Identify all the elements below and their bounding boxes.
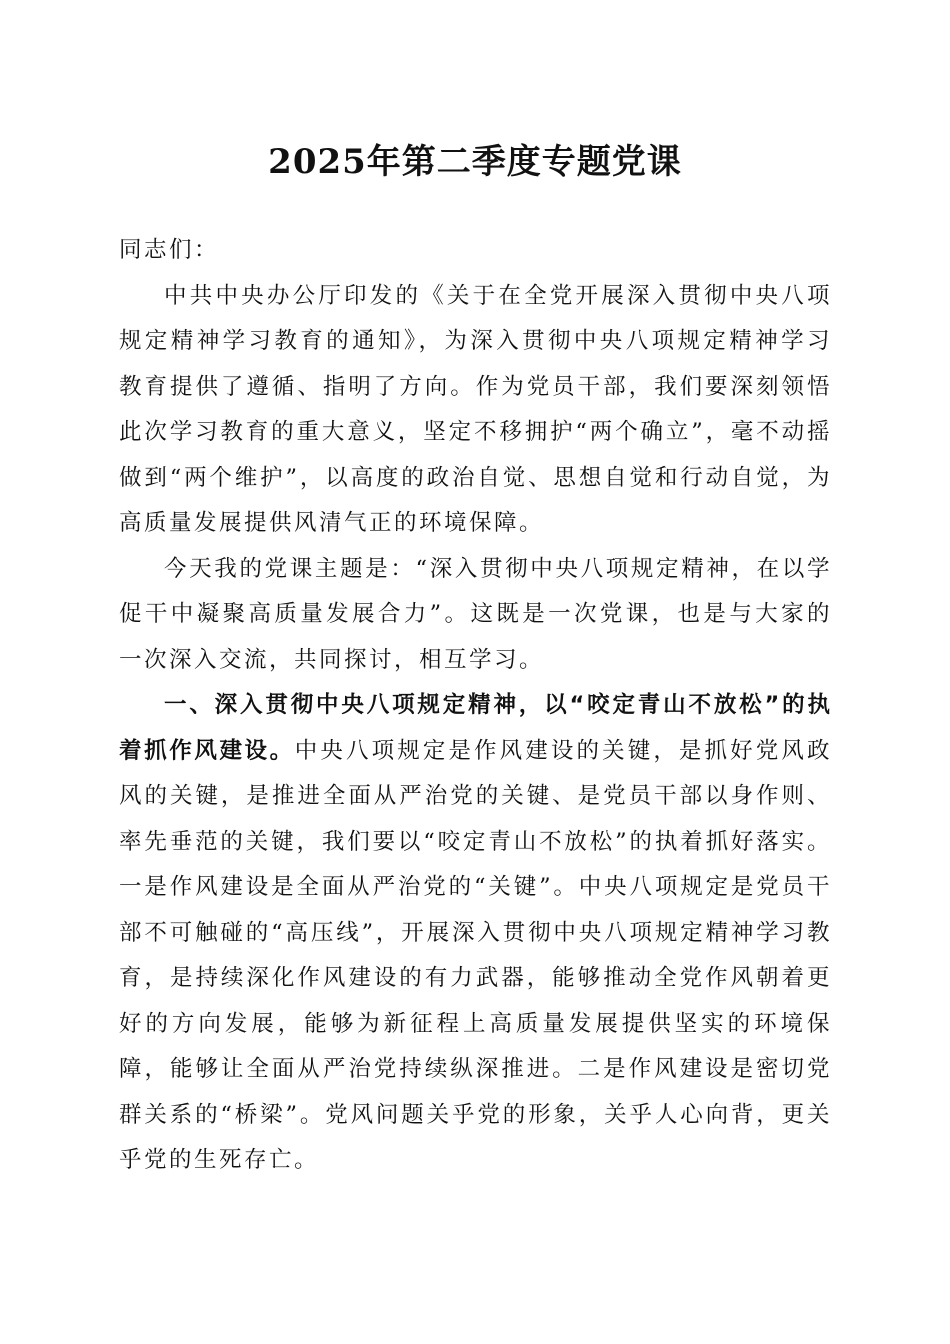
intro-paragraph: 中共中央办公厅印发的《关于在全党开展深入贯彻中央八项规定精神学习教育的通知》，为深入贯彻中央八项规定精神学习教育提供了遵循、指明了方向。作为党员干部，我们要深刻领悟此次学习教育的重大意义，坚定不移拥护“两个确立”，毫不动摇做到“两个维护”，以高度的政治自觉、思想自觉和行动自觉，为高质量发展提供风清气正的环境保障。 <box>119 282 832 536</box>
document-body <box>119 228 832 1184</box>
section-1-body: 中央八项规定是作风建设的关键，是抓好党风政风的关键，是推进全面从严治党的关键、是党员干部以身作则、率先垂范的关键，我们要以“咬定青山不放松”的执着抓好落实。一是作风建设是全面从严治党的“关键”。中央八项规定是党员干部不可触碰的“高压线”，开展深入贯彻中央八项规定精神学习教育，是持续深化作风建设的有力武器，能够推动全党作风朝着更好的方向发展，能够为新征程上高质量发展提供坚实的环境保障，能够让全面从严治党持续纵深推进。二是作风建设是密切党群关系的“桥梁”。党风问题关乎党的形象，关乎人心向背，更关乎党的生死存亡。 <box>119 737 832 1173</box>
section-1-paragraph <box>119 683 832 1184</box>
salutation: 同志们： <box>119 237 220 263</box>
section-1-heading: 一、深入贯彻中央八项规定精神，以“咬定青山不放松”的执着抓作风建设。 <box>119 692 832 764</box>
document-title: 2025年第二季度专题党课 <box>268 142 682 182</box>
topic-paragraph: 今天我的党课主题是：“深入贯彻中央八项规定精神，在以学促干中凝聚高质量发展合力”。这既是一次党课，也是与大家的一次深入交流，共同探讨，相互学习。 <box>119 555 832 673</box>
